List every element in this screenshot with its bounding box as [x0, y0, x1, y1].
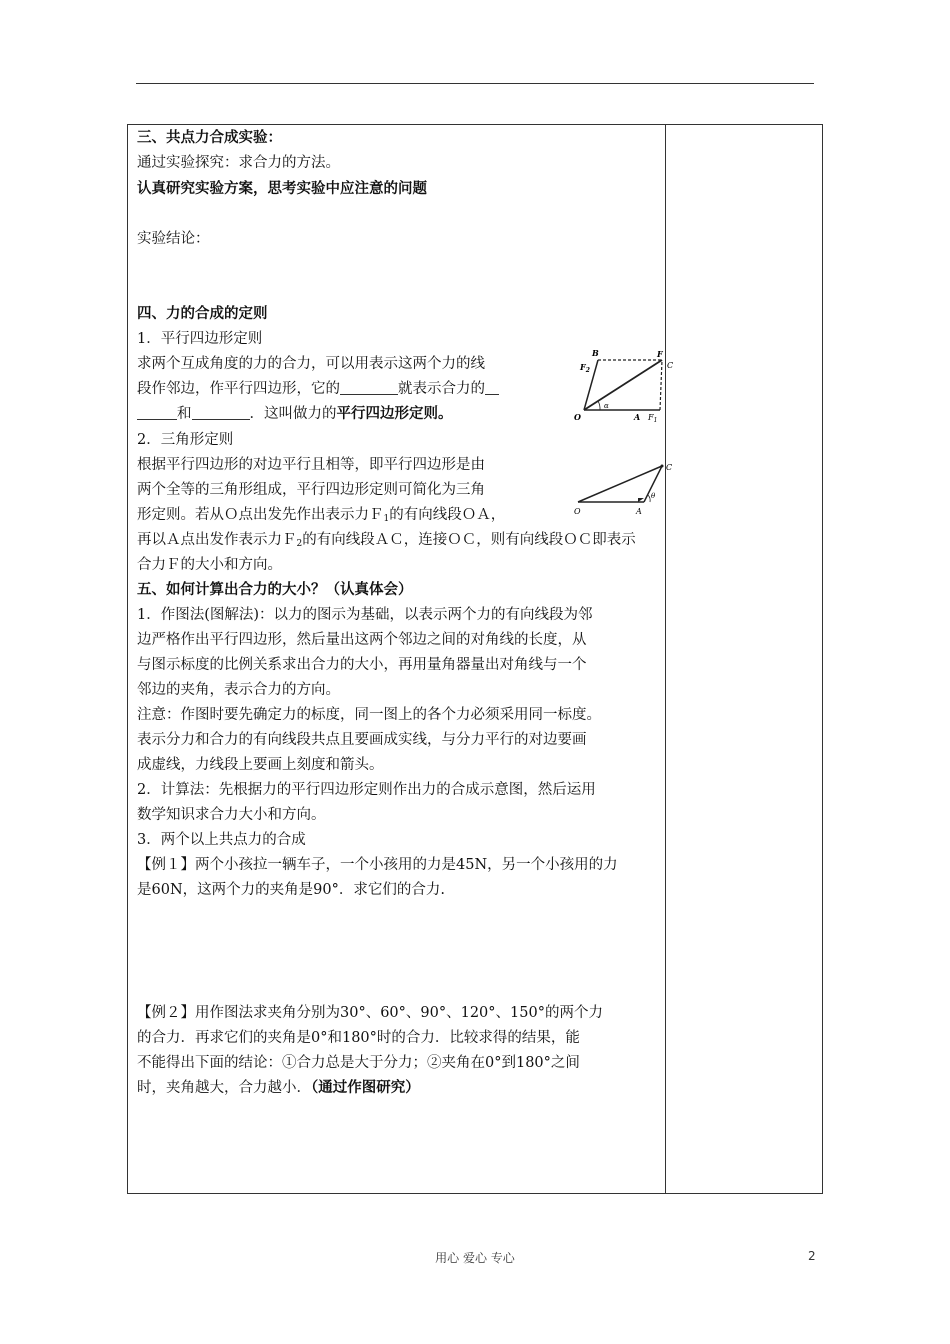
graphic-method-line3: 与图示标度的比例关系求出合力的大小，再用量角器量出对角线与一个	[137, 657, 587, 673]
note-line1: 注意：作图时要先确定力的标度，同一图上的各个力必须采用同一标度。	[137, 707, 601, 723]
label-o: O	[574, 412, 581, 422]
footer-motto: 用心 爱心 专心	[435, 1251, 515, 1265]
example2-line2: 的合力．再求它们的夹角是0°和180°时的合力．比较求得的结果，能	[137, 1030, 580, 1046]
example2-line4-b: （通过作图研究）	[311, 1080, 420, 1096]
rule2-title: 2．三角形定则	[137, 432, 234, 448]
label-c2: C	[666, 463, 673, 472]
label-f: F	[657, 349, 663, 359]
theta-arc	[648, 495, 650, 502]
section3-line2: 认真研究实验方案，思考实验中应注意的问题	[137, 181, 427, 197]
calc-method-line2: 数学知识求合力大小和方向。	[137, 807, 326, 823]
blank-2b	[137, 405, 177, 420]
label-a: A	[634, 412, 641, 422]
calc-method-line1: 2．计算法：先根据力的平行四边形定则作出力的合成示意图，然后运用	[137, 782, 596, 798]
section3-line1: 通过实验探究：求合力的方法。	[137, 155, 340, 171]
note-line3: 成虚线，力线段上要画上刻度和箭头。	[137, 757, 384, 773]
graphic-method-line4: 邻边的夹角，表示合力的方向。	[137, 682, 340, 698]
label-f1-sub: 1	[653, 417, 658, 422]
label-f2-sub: 2	[585, 367, 590, 374]
rule1-line2-b: 就表示合力的	[398, 381, 485, 397]
example1-line2: 是60N，这两个力的夹角是90°．求它们的合力.	[137, 882, 445, 898]
rule2-line2: 两个全等的三角形组成，平行四边形定则可简化为三角	[137, 482, 485, 498]
label-f2	[579, 362, 590, 374]
ac-dashed	[660, 360, 662, 410]
note-line2: 表示分力和合力的有向线段共点且要画成实线，与分力平行的对边要画	[137, 732, 587, 748]
rule1-line3-a: 和	[177, 406, 192, 422]
label-o2: O	[574, 507, 581, 516]
label-f2-letter: F	[580, 362, 586, 372]
graphic-method-line2: 边严格作出平行四边形，然后量出这两个邻边之间的对角线的长度，从	[137, 632, 587, 648]
section3-conclusion: 实验结论：	[137, 231, 210, 247]
label-b: B	[592, 348, 599, 358]
rule2-line4-a: 再以Ａ点出发作表示力Ｆ	[137, 532, 297, 548]
label-theta: θ	[651, 492, 656, 500]
label-c: C	[667, 361, 674, 370]
multi-force-line: 3．两个以上共点力的合成	[137, 832, 306, 848]
example2-line4-a: 时，夹角越大，合力越小．	[137, 1080, 311, 1096]
example1-line1: 【例１】两个小孩拉一辆车子，一个小孩用的力是45N，另一个小孩用的力	[137, 857, 618, 873]
label-alpha: α	[604, 402, 609, 410]
label-a2: A	[636, 507, 642, 516]
rule2-line3-b: 的有向线段ＯＡ，	[389, 507, 506, 523]
example2-line1: 【例２】用作图法求夹角分别为30°、60°、90°、120°、150°的两个力	[137, 1005, 603, 1021]
blank-2a	[485, 380, 499, 395]
rule1-line3-c: 平行四边形定则。	[336, 406, 453, 422]
parallelogram-figure	[572, 346, 674, 422]
rule2-line4	[137, 530, 636, 554]
rule1-title: 1．平行四边形定则	[137, 331, 263, 347]
rule1-line2-a: 段作邻边，作平行四边形，它的	[137, 381, 340, 397]
section3-heading: 三、共点力合成实验：	[137, 130, 282, 146]
label-f1	[647, 413, 657, 422]
point-c	[661, 465, 664, 468]
example2-line3: 不能得出下面的结论：①合力总是大于分力；②夹角在0°到180°之间	[137, 1055, 580, 1071]
rule2-line1: 根据平行四边形的对边平行且相等，即平行四边形是由	[137, 457, 485, 473]
header-rule	[136, 83, 814, 84]
section4-heading: 四、力的合成的定则	[137, 306, 268, 322]
rule2-sub1: 1	[383, 514, 390, 524]
lesson-table	[127, 124, 823, 1194]
rule2-sub2: 2	[296, 539, 303, 549]
rule1-line3	[137, 404, 453, 424]
alpha-arc	[598, 401, 600, 410]
rule1-line3-b: ．这叫做力的	[249, 406, 337, 422]
graphic-method-line1: 1．作图法(图解法)：以力的图示为基础，以表示两个力的有向线段为邻	[137, 607, 593, 623]
rule1-line2	[137, 379, 499, 399]
blank-1	[340, 380, 398, 395]
rule2-line4-b: 的有向线段ＡＣ，连接ＯＣ，则有向线段ＯＣ即表示	[302, 532, 636, 548]
example2-line4	[137, 1078, 420, 1098]
blank-3	[192, 405, 250, 420]
section5-heading: 五、如何计算出合力的大小？（认真体会）	[137, 582, 413, 598]
rule2-line3-a: 形定则。若从Ｏ点出发先作出表示力Ｆ	[137, 507, 384, 523]
column-divider	[665, 125, 666, 1193]
label-f1-letter: F	[648, 413, 654, 422]
page-number: 2	[808, 1249, 816, 1263]
rule1-line1: 求两个互成角度的力的合力，可以用表示这两个力的线	[137, 356, 485, 372]
rule2-line5: 合力Ｆ的大小和方向。	[137, 557, 282, 573]
triangle-figure	[572, 460, 674, 518]
rule2-line3	[137, 505, 505, 529]
